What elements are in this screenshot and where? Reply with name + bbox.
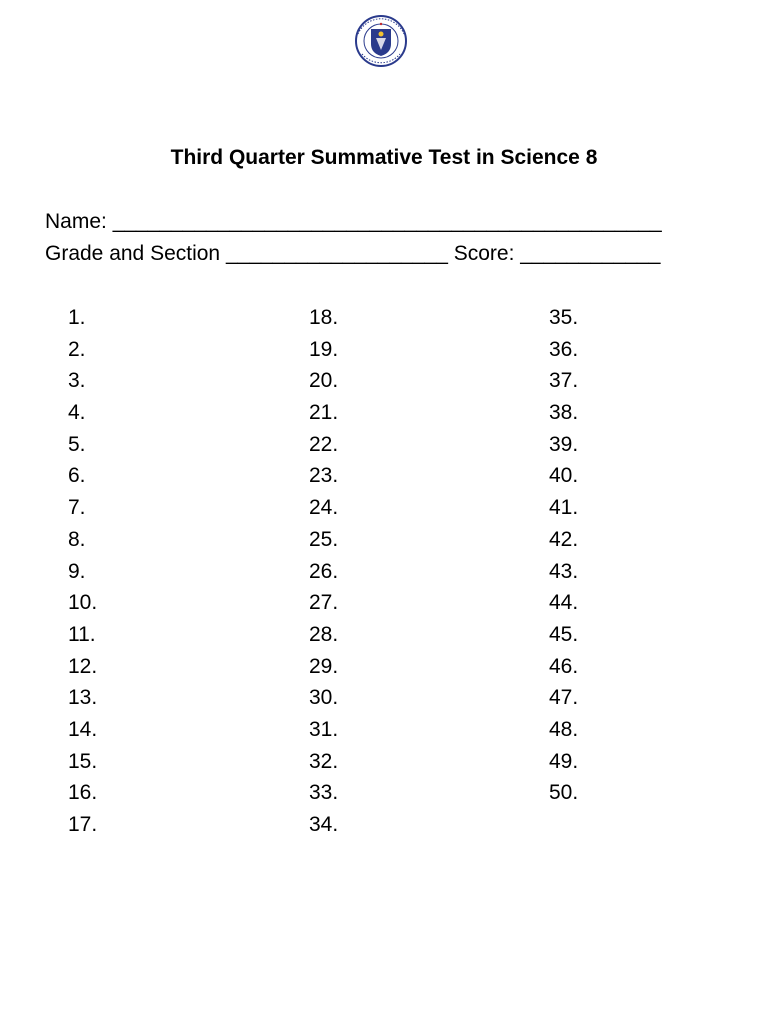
answer-item-number: 27.: [309, 591, 339, 615]
answer-item-number: 23.: [309, 464, 339, 488]
answer-item-number: 10.: [68, 591, 98, 615]
answer-item-number: 19.: [309, 337, 339, 361]
answer-item-number: 40.: [549, 464, 579, 488]
answer-item-number: 36.: [549, 337, 579, 361]
answer-item-number: 16.: [68, 781, 98, 805]
answer-item-number: 18.: [309, 306, 339, 329]
answer-item-number: 31.: [309, 717, 339, 741]
answer-item-number: 5.: [68, 432, 86, 456]
answer-item-number: 46.: [549, 654, 579, 678]
answer-item-number: 48.: [549, 717, 579, 741]
answer-item-number: 34.: [309, 813, 339, 836]
answer-item-number: 14.: [68, 717, 98, 741]
answer-column-2: [309, 306, 338, 845]
answer-item-number: 43.: [549, 559, 579, 583]
name-blank-line: _______________________________________________: [112, 210, 662, 233]
deped-seal-logo: [350, 14, 412, 68]
answer-item-number: 38.: [549, 401, 579, 425]
answer-item-number: 2.: [68, 337, 86, 361]
answer-item-number: 45.: [549, 622, 579, 646]
answer-item-number: 24.: [309, 496, 339, 520]
answer-item-number: 44.: [549, 591, 579, 615]
answer-item-number: 29.: [309, 654, 339, 678]
answer-column-3: [549, 306, 578, 813]
answer-item-number: 42.: [549, 527, 579, 551]
answer-item-number: 28.: [309, 622, 339, 646]
answer-item-number: 6.: [68, 464, 86, 488]
answer-item-number: 47.: [549, 686, 579, 710]
answer-item-number: 25.: [309, 527, 339, 551]
grade-score-row: [45, 242, 660, 266]
answer-item-number: 50.: [549, 781, 579, 805]
answer-item-number: 35.: [549, 306, 579, 329]
answer-item-number: 12.: [68, 654, 98, 678]
answer-item-number: 17.: [68, 813, 98, 836]
answer-column-1: [68, 306, 97, 845]
answer-item-number: 15.: [68, 749, 98, 773]
answer-item-number: 37.: [549, 369, 579, 393]
page-title: Third Quarter Summative Test in Science 8: [170, 146, 598, 169]
score-blank-line: ____________: [520, 242, 661, 265]
answer-item-number: 4.: [68, 401, 86, 425]
name-field-row: [45, 210, 662, 234]
grade-section-blank-line: ___________________: [225, 242, 448, 265]
answer-item-number: 39.: [549, 432, 579, 456]
grade-section-label: Grade and Section: [45, 242, 221, 265]
answer-item-number: 30.: [309, 686, 339, 710]
answer-item-number: 32.: [309, 749, 339, 773]
answer-item-number: 20.: [309, 369, 339, 393]
answer-item-number: 3.: [68, 369, 86, 393]
answer-item-number: 8.: [68, 527, 86, 551]
answer-item-number: 22.: [309, 432, 339, 456]
answer-item-number: 41.: [549, 496, 579, 520]
name-label: Name:: [45, 210, 107, 233]
answer-item-number: 26.: [309, 559, 339, 583]
answer-item-number: 9.: [68, 559, 86, 583]
answer-item-number: 11.: [68, 622, 96, 646]
answer-item-number: 49.: [549, 749, 579, 773]
score-label: Score:: [453, 242, 515, 265]
answer-item-number: 33.: [309, 781, 339, 805]
answer-item-number: 13.: [68, 686, 98, 710]
answer-item-number: 7.: [68, 496, 86, 520]
answer-item-number: 1.: [68, 306, 86, 329]
answer-item-number: 21.: [309, 401, 339, 425]
